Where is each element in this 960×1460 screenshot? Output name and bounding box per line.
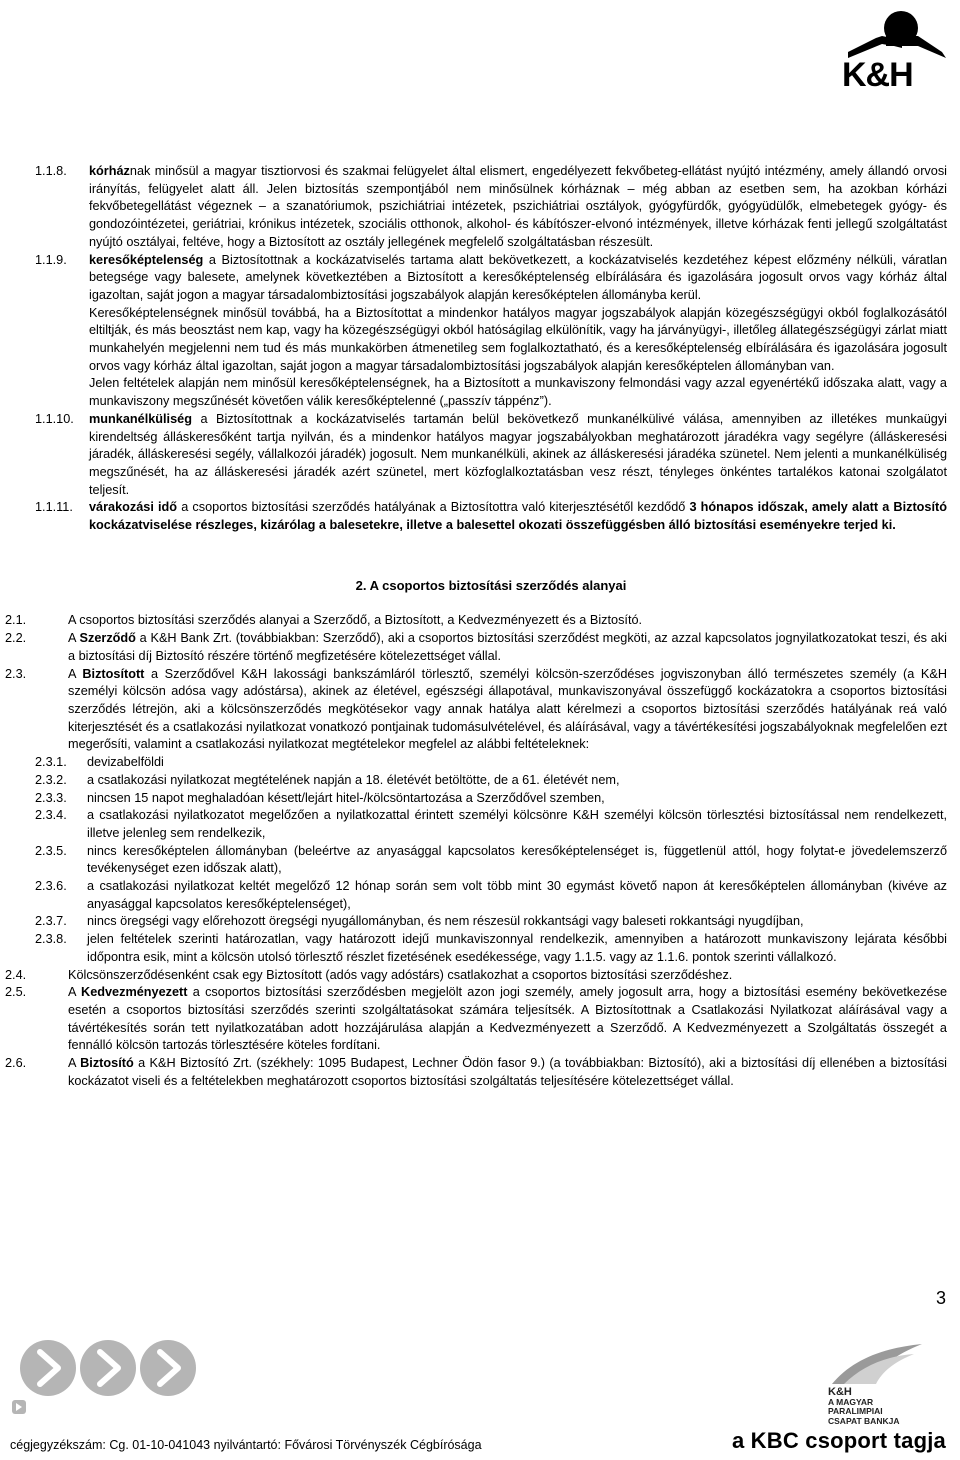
section-text: Kölcsönszerződésenként csak egy Biztosított (adós vagy adóstárs) csatlakozhat a csoportos biztosítási szerződéshez.: [68, 967, 733, 982]
term: Biztosított: [82, 666, 145, 681]
section-number: 2.2.: [5, 631, 27, 646]
term: keresőképtelenség: [89, 252, 204, 267]
item-number: 1.1.9.: [35, 252, 67, 267]
sub-item: [35, 790, 947, 808]
sub-text: nincs keresőképtelen állományban (beleértve az anyasággal kapcsolatos keresőképtelenséget is, függetlenül attól, hogy folytat-e jövedelemszerző tevékenységet ezen időszak alatt),: [87, 843, 947, 876]
section-item: [5, 666, 947, 755]
term: Szerződő: [79, 631, 136, 646]
definition-text: nak minősül a magyar tisztiorvosi és szakmai felügyelet által elismert, engedélyezett fekvőbeteg-ellátást nyújtó intézmény, amely állandó orvosi irányítás, felügyelet alatt áll. Jelen biztosítás szempontjából nem minősülnek kórháznak – még abban az esetben sem, ha azokban kórházi fekvőbetegellátást végeznek – a szanatóriumok, pszichiátriai intézetek, pszichiátriai osztályok, gyógyfürdők, gyógyüdülők, elmebetegek gyógy- és gondozóintézetei, geriátriai, krónikus intézetek, szociális otthonok, alkohol- és kábítószer-elvonó intézmények, illetve kórházak fenti jellegű szolgáltatást nyújtó osztályai, feltéve, hogy a Biztosított az osztály jellegének megfelelő szolgáltatásban részesült.: [89, 164, 947, 249]
kbc-tagline: a KBC csoport tagja: [731, 1428, 946, 1453]
kh-logo: [842, 6, 952, 94]
section-number: 2.3.: [5, 666, 27, 681]
sub-item: [35, 843, 947, 878]
term: munkanélküliség: [89, 411, 192, 426]
section-pre: A: [68, 631, 80, 646]
item-number: 1.1.10.: [35, 411, 74, 426]
term: kórház: [89, 164, 130, 178]
term: Biztosító: [80, 1056, 134, 1071]
sub-number: 2.3.5.: [35, 843, 67, 858]
term: várakozási idő: [89, 500, 178, 515]
sub-item: [35, 754, 947, 772]
sub-number: 2.3.7.: [35, 914, 67, 929]
term: Kedvezményezett: [81, 985, 188, 1000]
section-item: [5, 1055, 947, 1090]
accessibility-icons: [12, 1338, 212, 1418]
section-number: 2.5.: [5, 985, 27, 1000]
sub-text: devizabelföldi: [87, 755, 164, 770]
sub-text: a csatlakozási nyilatkozat megtételének napján a 18. életévét betöltötte, de a 61. életévét nem,: [87, 772, 620, 787]
sub-number: 2.3.2.: [35, 772, 67, 787]
definition-paragraph: Jelen feltételek alapján nem minősül keresőképtelenségnek, ha a Biztosított a munkaviszony felmondási vagy azzal egyenértékű időszaka alatt, vagy a munkaviszony megszűnését követően válik keresőképtelenné („passzív táppénz”).: [89, 376, 947, 409]
sub-item: [35, 772, 947, 790]
definition-item: [35, 252, 947, 411]
section-item: [5, 984, 948, 1055]
item-number: 1.1.8.: [35, 164, 67, 178]
sub-number: 2.3.8.: [35, 932, 67, 947]
section-item: [5, 612, 947, 630]
section-pre: A: [68, 666, 83, 681]
sub-number: 2.3.1.: [35, 755, 67, 770]
definition-text: a Biztosítottnak a kockázatviselés tartamán belül bekövetkező munkanélkülivé válása, amennyiben az illetékes munkaügyi kirendeltség álláskeresőként tartja nyilván, és a mindenkor hatályos magyar jogszabályokban meghatározott járadékra vagy segélyre (álláskeresési járadék, álláskeresési segély, vállalkozói járadék) jogosult. Nem munkanélküli, akinek az álláskeresési járadéka szünetel. Nem jelenti a munkanélküliség megszűnését, ha az álláskeresési járadék azért szünetel, mert közfoglalkoztatásban vesz részt, tényleges önkéntes tartalékos katonai szolgálatot teljesít.: [89, 411, 947, 497]
sub-number: 2.3.6.: [35, 879, 67, 894]
sub-text: a csatlakozási nyilatkozatot megelőzően a nyilatkozattal érintett személyi kölcsönre K&H személyi kölcsön törlesztési biztosítással nem rendelkezett, illetve jelenleg sem rendelkezik,: [87, 808, 947, 840]
definition-paragraph: Keresőképtelenségnek minősül továbbá, ha a Biztosítottat a mindenkor hatályos magyar jogszabályok alapján közegészségügyi okból foglalkozásától eltiltják, és más beosztást nem kap, vagy ha közegészségügyi okból hatóságilag elkülönítik, vagy ha járványügyi-, illetőleg állategészségügyi zárlat miatt munkahelyén megjelenni nem tud és más munkakörben átmenetileg sem foglalkoztatható, és a keresőképtelenség elbírálására és igazolására jogosult orvos vagy kórház által igazoltan, saját jogon a magyar társadalombiztosítási jogszabályok alapján keresőképtelen állományban van.: [89, 305, 947, 373]
sub-item: [35, 878, 947, 913]
sub-text: nincsen 15 napot meghaladóan késett/lejárt hitel-/kölcsöntartozása a Szerződővel szemben,: [87, 790, 605, 805]
definition-item: [35, 163, 947, 252]
section-text: A csoportos biztosítási szerződés alanyai a Szerződő, a Biztosított, a Kedvezményezett és a Biztosító.: [68, 613, 643, 628]
sub-item: [35, 931, 947, 966]
sub-text: jelen feltételek szerinti határozatlan, vagy határozott idejű munkaviszonnyal rendelkezik, amennyiben a határozott munkaviszony lejárata későbbi időpontra esik, mint a kölcsön utolsó törlesztő részlet fizetésének esedékessége, vagy 1.1.5. vagy az 1.1.6. pontok szerinti vállalkozó.: [87, 932, 947, 964]
sub-item: [35, 913, 947, 931]
section-number: 2.6.: [5, 1056, 27, 1071]
document-body: [5, 163, 948, 1090]
section-item: [5, 630, 947, 665]
section-text: a Szerződővel K&H lakossági bankszámláról törlesztő, személyi kölcsön-szerződéses jogviszonyban álló természetes személy (a K&H személyi kölcsön adósa vagy adóstársa), akinek az életével, egészségi állapotával, munkaviszonyával összefüggő kockázatokra a csoportos biztosítási szerződés létrejön, aki a kölcsönszerződés megkötésekor vagy annak hatálya alatt kérelmezi a csoportos biztosítási szerződés hatályának reá való kiterjesztését és a csatlakozási nyilatkozat vonatkozó pontjainak tudomásulvételével, és aláírásával, vagy a távértékesítési jogszabályoknak megfelelően ezt megerősíti, valamint a csatlakozási nyilatkozat megtételekor megfelel az alábbi feltételeknek:: [68, 666, 947, 752]
definition-item: [35, 411, 947, 500]
section-number: 2.4.: [5, 967, 27, 982]
definition-text: a Biztosítottnak a kockázatviselés tartama alatt bekövetkezett, a kockázatviselés kezdetéhez képest előzmény nélküli, váratlan betegsége vagy balesete, amelynek következtében a Biztosított a keresőképtelenség elbírálására és igazolására jogosult orvos vagy kórház által igazoltan, saját jogon a magyar társadalombiztosítási jogszabályok alapján keresőképtelen állományba kerül.: [89, 252, 947, 302]
definition-bold-text: 3 hónapos időszak, amely alatt a Biztosító kockázatviselése részleges, kizárólag a balesetekre, illetve a balesettel okozati összefüggésben álló biztosítási eseményekre terjed ki.: [89, 500, 947, 533]
section-pre: A: [68, 985, 82, 1000]
section-item: [5, 967, 947, 985]
sub-number: 2.3.3.: [35, 790, 67, 805]
definition-item: [35, 499, 947, 534]
sub-text: nincs öregségi vagy előrehozott öregségi nyugállományban, és nem részesül rokkantsági vagy baleseti rokkantsági nyugdíjban,: [87, 914, 804, 929]
company-registry-text: cégjegyzékszám: Cg. 01-10-041043 nyilvántartó: Fővárosi Törvényszék Cégbírósága: [10, 1438, 482, 1452]
section-text: a K&H Bank Zrt. (továbbiakban: Szerződő), aki a csoportos biztosítási szerződést megköti, az azzal kapcsolatos jognyilatkozatokat teszi, és aki a biztosítási díj Biztosító részére történő megfizetésére kötelezettséget vállal.: [68, 631, 947, 663]
section-text: a K&H Biztosító Zrt. (székhely: 1095 Budapest, Lechner Ödön fasor 9.) (a továbbiakban: Biztosító), aki a biztosítási díj ellenében a biztosítási kockázatot viseli és a feltételekben meghatározott csoportos biztosítási szolgáltatás teljesítésére kötelezettséget vállal.: [68, 1056, 947, 1088]
item-number: 1.1.11.: [35, 500, 73, 515]
section-text: a csoportos biztosítási szerződésben megjelölt azon jogi személy, amely jogosult arra, hogy a biztosítási esemény bekövetkezése esetén a csoportos biztosítási szerződés szerinti szolgáltatásokat számára teljesítsék. A Biztosítottnak a Csatlakozási Nyilatkozat aláírásával vagy a távértékesítés során tett nyilatkozatában adott hozzájárulása alapján a Kedvezményezett a Szerződő. A Kedvezményezett a Szolgáltatás összegét a fennálló kölcsön tartozás törlesztésére köteles fordítani.: [68, 985, 948, 1053]
sub-number: 2.3.4.: [35, 808, 67, 823]
sub-item: [35, 807, 947, 842]
section-pre: A: [68, 1056, 81, 1071]
section-heading: 2. A csoportos biztosítási szerződés alanyai: [355, 577, 627, 593]
section-number: 2.1.: [5, 613, 27, 628]
paralympic-text: K&H A MAGYAR PARALIMPIAI CSAPAT BANKJA: [828, 1386, 900, 1426]
sub-text: a csatlakozási nyilatkozat keltét megelőző 12 hónap során sem volt több mint 30 egymást követő napon át keresőképtelen állományban (kivéve az anyasággal kapcsolatos keresőképtelenséget),: [87, 879, 947, 911]
logo-text: K&H: [842, 56, 913, 94]
definition-text: a csoportos biztosítási szerződés hatályának a Biztosítottra való kiterjesztésétől kezdődő: [177, 500, 690, 515]
page-number: 3: [935, 1288, 946, 1308]
